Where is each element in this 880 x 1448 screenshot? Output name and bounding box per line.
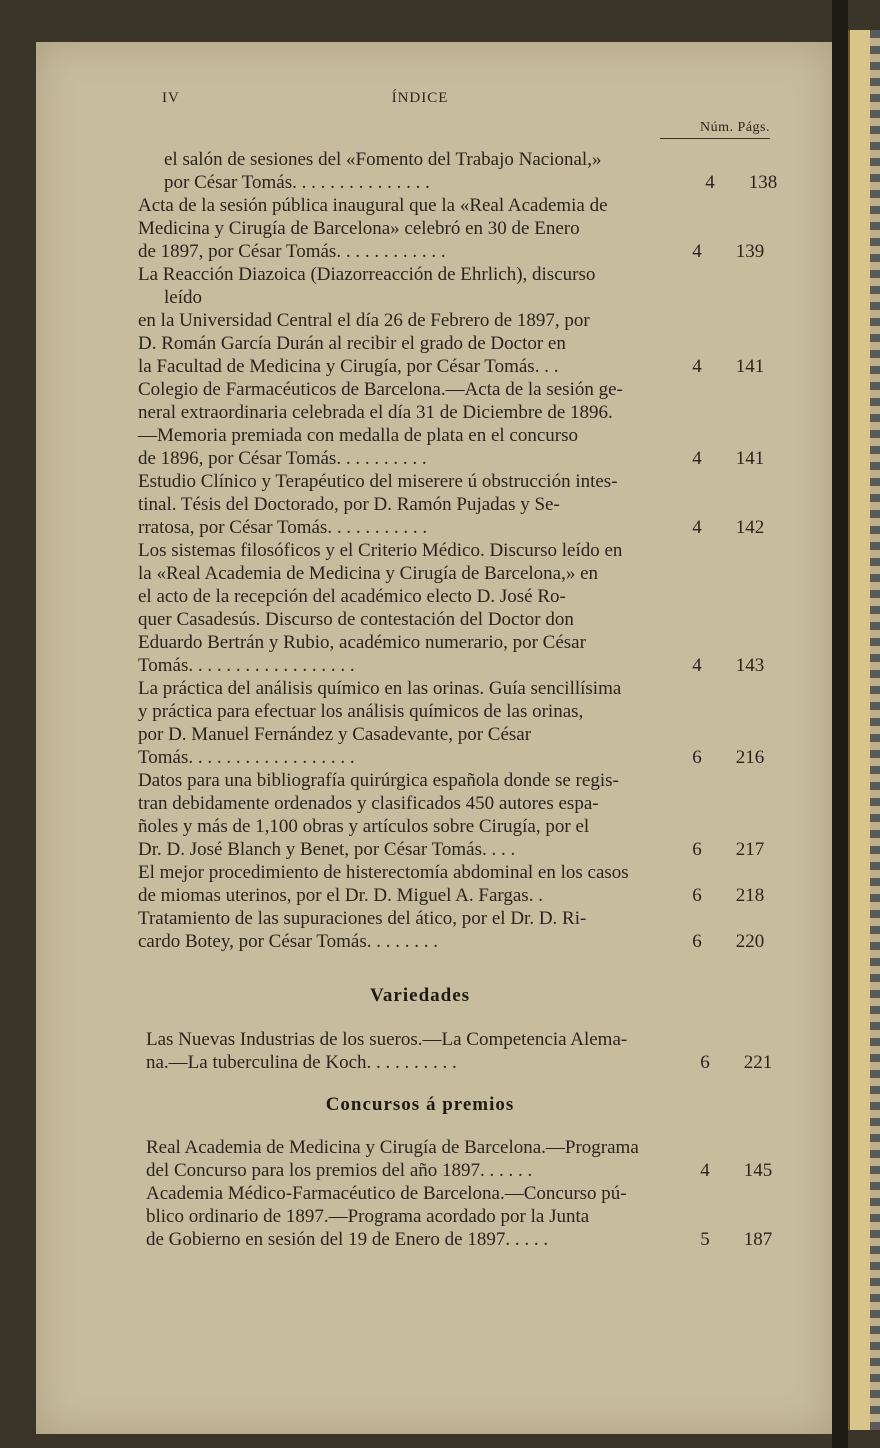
entry-page-number: 143 (735, 655, 765, 676)
entry-line: por D. Manuel Fernández y Casadevante, por César (138, 724, 532, 745)
index-entry (138, 378, 765, 470)
entry-line: Real Academia de Medicina y Cirugía de Barcelona.—Programa (146, 1137, 639, 1158)
index-entry (138, 194, 765, 263)
entry-line: quer Casadesús. Discurso de contestación del Doctor don (138, 609, 574, 630)
section-title-concursos: Concursos á premios (325, 1094, 515, 1115)
entry-line: —Memoria premiada con medalla de plata en el concurso (138, 425, 578, 446)
entry-line: de miomas uterinos, por el Dr. D. Miguel A. Fargas. . (138, 885, 543, 906)
entry-line: tran debidamente ordenados y clasificados 450 autores espa- (138, 793, 599, 814)
entry-page-number: 142 (735, 517, 765, 538)
entry-line: blico ordinario de 1897.—Programa acordado por la Junta (146, 1206, 590, 1227)
book-gutter (832, 0, 848, 1448)
entry-line: de Gobierno en sesión del 19 de Enero de 1897. . . . . (146, 1229, 549, 1250)
entry-line: y práctica para efectuar los análisis químicos de las orinas, (138, 701, 584, 722)
page-numeral: IV (162, 90, 180, 106)
index-entry (146, 1028, 773, 1074)
entry-page-number: 139 (735, 241, 765, 262)
entry-line: la «Real Academia de Medicina y Cirugía de Barcelona,» en (138, 563, 599, 584)
entry-page-number: 138 (748, 172, 778, 193)
entry-line: la Facultad de Medicina y Cirugía, por César Tomás. . . (138, 356, 559, 377)
entry-line: Colegio de Farmacéuticos de Barcelona.—Acta de la sesión ge- (138, 379, 623, 400)
index-entry (138, 539, 765, 677)
entry-line: tinal. Tésis del Doctorado, por D. Ramón Pujadas y Se- (138, 494, 560, 515)
entry-volume-number: 6 (692, 747, 702, 768)
entry-volume-number: 4 (700, 1160, 710, 1181)
entry-page-number: 221 (743, 1052, 773, 1073)
entry-line: Acta de la sesión pública inaugural que la «Real Academia de (138, 195, 608, 216)
index-entry (138, 263, 765, 378)
entry-line: D. Román García Durán al recibir el grado de Doctor en (138, 333, 566, 354)
entry-line: ñoles y más de 1,100 obras y artículos sobre Cirugía, por el (138, 816, 590, 837)
entry-page-number: 187 (743, 1229, 773, 1250)
entry-volume-number: 6 (700, 1052, 710, 1073)
index-entry (146, 1136, 773, 1182)
entry-volume-number: 6 (692, 885, 702, 906)
entry-line: el salón de sesiones del «Fomento del Trabajo Nacional,» (164, 149, 602, 170)
columns-header: Núm. Págs. (660, 120, 770, 139)
entry-line: Academia Médico-Farmacéutico de Barcelona.—Concurso pú- (146, 1183, 627, 1204)
variedades-entries (146, 1028, 786, 1074)
entry-line: Dr. D. José Blanch y Benet, por César Tomás. . . . (138, 839, 516, 860)
entry-line: Tomás. . . . . . . . . . . . . . . . . . (138, 747, 355, 768)
entry-line: de 1896, por César Tomás. . . . . . . . . . (138, 448, 427, 469)
page-title: ÍNDICE (391, 90, 449, 106)
entry-line: Tomás. . . . . . . . . . . . . . . . . . (138, 655, 355, 676)
entry-line: en la Universidad Central el día 26 de Febrero de 1897, por (138, 310, 590, 331)
index-entry (138, 677, 765, 769)
entry-volume-number: 5 (700, 1229, 710, 1250)
entry-volume-number: 4 (692, 517, 702, 538)
entry-line: Los sistemas filosóficos y el Criterio Médico. Discurso leído en (138, 540, 623, 561)
entry-line: cardo Botey, por César Tomás. . . . . . . . (138, 931, 438, 952)
index-entry (138, 148, 778, 194)
next-page-edge (848, 30, 880, 1430)
index-entry (138, 907, 765, 953)
entry-line: de 1897, por César Tomás. . . . . . . . . . . . (138, 241, 446, 262)
index-entry (138, 861, 765, 907)
section-title-variedades: Variedades (369, 985, 471, 1006)
entry-volume-number: 4 (705, 172, 715, 193)
entry-line: Las Nuevas Industrias de los sueros.—La Competencia Alema- (146, 1029, 628, 1050)
entry-page-number: 218 (735, 885, 765, 906)
entry-line: el acto de la recepción del académico electo D. José Ro- (138, 586, 566, 607)
entry-page-number: 145 (743, 1160, 773, 1181)
entry-volume-number: 6 (692, 839, 702, 860)
entry-line: rratosa, por César Tomás. . . . . . . . . . . (138, 517, 428, 538)
entry-page-number: 217 (735, 839, 765, 860)
entry-page-number: 216 (735, 747, 765, 768)
entry-volume-number: 6 (692, 931, 702, 952)
entry-line: del Concurso para los premios del año 1897. . . . . . (146, 1160, 533, 1181)
entry-line: Tratamiento de las supuraciones del ático, por el Dr. D. Ri- (138, 908, 587, 929)
entry-line: por César Tomás. . . . . . . . . . . . . . . (164, 172, 430, 193)
entry-page-number: 141 (735, 356, 765, 377)
entry-page-number: 220 (735, 931, 765, 952)
entry-volume-number: 4 (692, 655, 702, 676)
entry-line: Datos para una bibliografía quirúrgica española donde se regis- (138, 770, 619, 791)
entry-volume-number: 4 (692, 448, 702, 469)
entry-line: La Reacción Diazoica (Diazorreacción de Ehrlich), discurso leído (138, 264, 596, 308)
concursos-entries (146, 1136, 786, 1251)
index-entries (138, 148, 778, 953)
entry-volume-number: 4 (692, 356, 702, 377)
entry-volume-number: 4 (692, 241, 702, 262)
entry-line: Eduardo Bertrán y Rubio, académico numerario, por César (138, 632, 586, 653)
entry-line: na.—La tuberculina de Koch. . . . . . . . . . (146, 1052, 457, 1073)
entry-line: Estudio Clínico y Terapéutico del miserere ú obstrucción intes- (138, 471, 618, 492)
entry-line: neral extraordinaria celebrada el día 31 de Diciembre de 1896. (138, 402, 613, 423)
entry-line: El mejor procedimiento de histerectomía abdominal en los casos (138, 862, 629, 883)
entry-line: La práctica del análisis químico en las orinas. Guía sencillísima (138, 678, 622, 699)
entry-page-number: 141 (735, 448, 765, 469)
index-entry (138, 769, 765, 861)
index-entry (138, 470, 765, 539)
index-entry (146, 1182, 773, 1251)
entry-line: Medicina y Cirugía de Barcelona» celebró en 30 de Enero (138, 218, 580, 239)
decorative-border (870, 30, 880, 1430)
